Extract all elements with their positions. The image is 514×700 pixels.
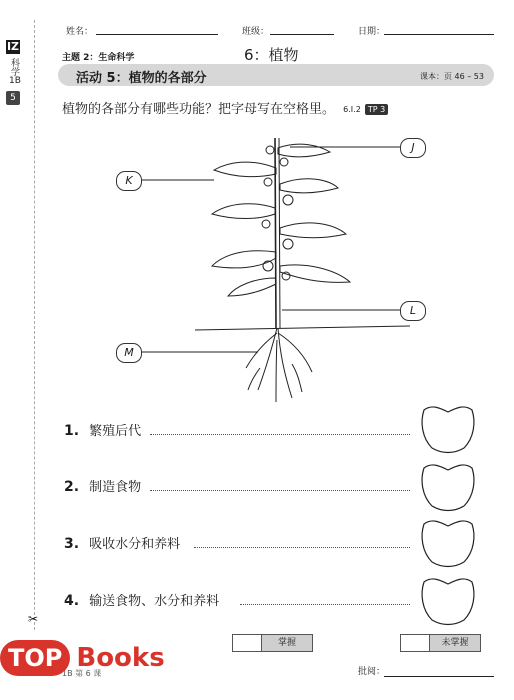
- chapter-title: 6：植物: [244, 46, 299, 64]
- question-number: 4.: [64, 593, 80, 609]
- mastered-checkbox[interactable]: [232, 634, 313, 652]
- question-number: 3.: [64, 536, 80, 552]
- name-label: 姓名：: [66, 27, 94, 37]
- comment-field[interactable]: [384, 676, 494, 677]
- watermark-top: TOP: [0, 640, 70, 676]
- answer-box-3[interactable]: [418, 516, 478, 570]
- label-m: M: [116, 343, 142, 363]
- question-text: 繁殖后代: [89, 424, 142, 439]
- label-j: J: [400, 138, 426, 158]
- question-number: 2.: [64, 479, 80, 495]
- instruction-code: 6.I.2: [343, 105, 361, 114]
- instruction-text: 植物的各部分有哪些功能？把字母写在空格里。: [62, 102, 336, 117]
- question-3: [64, 533, 404, 552]
- question-4: [64, 590, 404, 609]
- dotted-line: [240, 604, 410, 605]
- dotted-line: [194, 547, 410, 548]
- answer-box-4[interactable]: [418, 574, 478, 628]
- activity-title: 活动 5：植物的各部分: [76, 71, 207, 86]
- question-2: [64, 476, 404, 495]
- spine-grade: 1B: [9, 76, 21, 86]
- scissors-icon: ✂: [28, 612, 39, 626]
- date-label: 日期：: [358, 27, 386, 37]
- answer-box-2[interactable]: [418, 460, 478, 514]
- mastered-swatch: [233, 635, 262, 651]
- label-l: L: [400, 301, 426, 321]
- question-text: 制造食物: [89, 480, 142, 495]
- class-label: 班级：: [242, 27, 270, 37]
- spine-subject: 科学: [9, 58, 19, 76]
- watermark-books: Books: [76, 643, 165, 673]
- answer-box-1[interactable]: [418, 402, 478, 456]
- textbook-reference: 课本：页 46 – 53: [420, 72, 484, 81]
- spine-unit: 5: [6, 91, 20, 105]
- topic-label: 主题 2：生命科学: [62, 53, 135, 63]
- question-1: [64, 420, 404, 439]
- tp-badge: TP 3: [365, 104, 388, 115]
- question-text: 输送食物、水分和养料: [89, 594, 220, 609]
- not-mastered-swatch: [401, 635, 430, 651]
- question-text: 吸收水分和养料: [89, 537, 181, 552]
- comment-label: 批阅：: [358, 667, 386, 677]
- mastered-label: 掌握: [262, 635, 312, 651]
- question-number: 1.: [64, 423, 80, 439]
- publisher-logo: IZ: [6, 40, 20, 53]
- label-k: K: [116, 171, 142, 191]
- topbooks-watermark: [0, 640, 165, 676]
- dotted-line: [150, 490, 410, 491]
- not-mastered-label: 未掌握: [430, 635, 480, 651]
- dotted-line: [150, 434, 410, 435]
- page-footer-text: 1B 第 6 课: [62, 669, 102, 678]
- not-mastered-checkbox[interactable]: [400, 634, 481, 652]
